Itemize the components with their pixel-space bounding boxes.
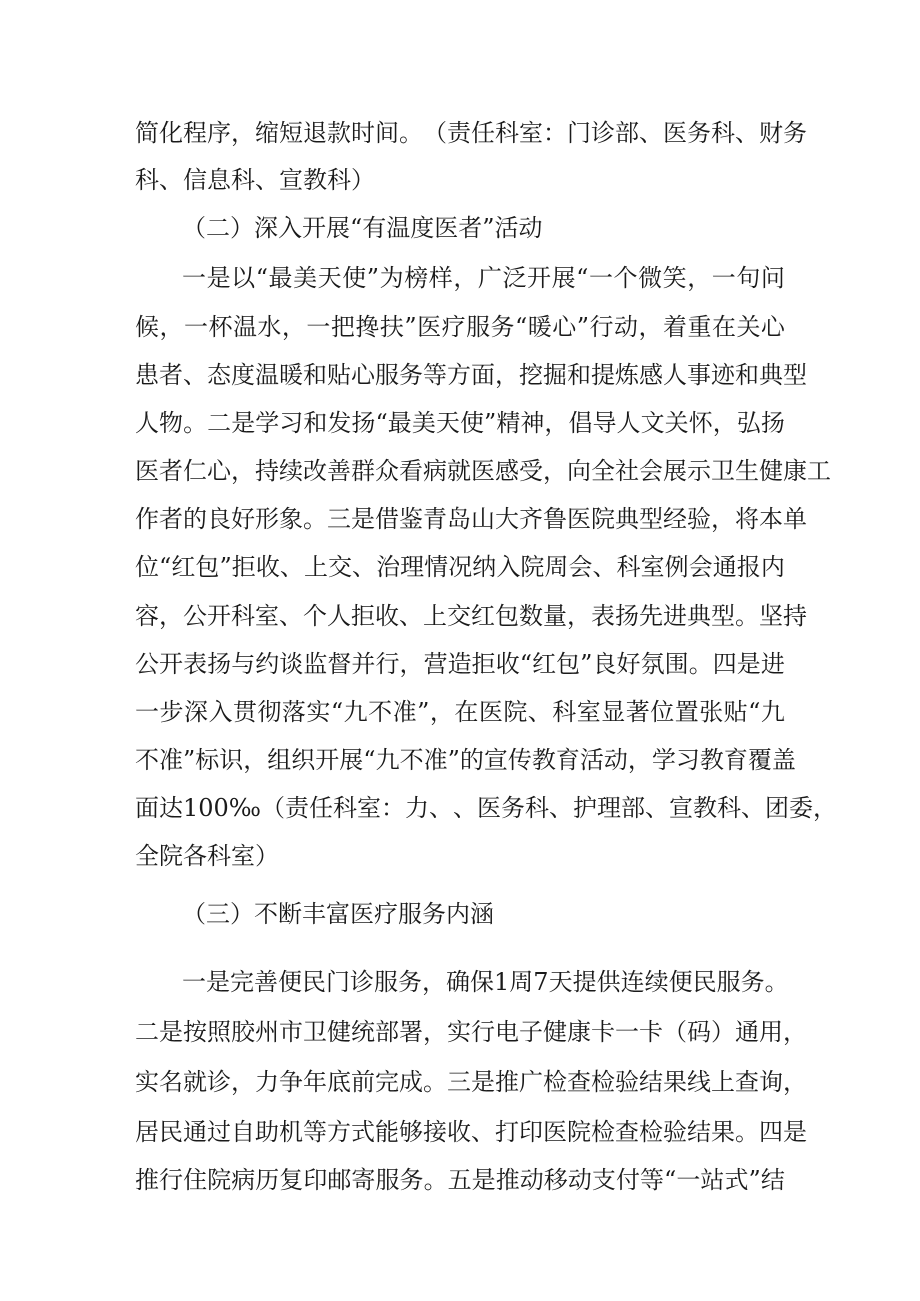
section-heading: （二）深入开展“有温度医者”活动 <box>182 214 543 242</box>
paragraph-line: 科、信息科、宣教科） <box>135 166 375 194</box>
paragraph-line: 一 是 以 “ 最 美 天 使 ” 为 榜 样 ， 广 泛 开 展 “ 一 个 微 笑 ， 一 句 问 <box>182 264 785 292</box>
paragraph-line: 一 是 完 善 便 民 门 诊 服 务 ， 确 保 1 周 7 天 提 供 连 续 便 民 服 务 。 <box>182 968 789 996</box>
paragraph-line: 公 开 表 扬 与 约 谈 监 督 并 行 ， 营 造 拒 收 “ 红 包 ” 良 好 氛 围 。 四 是 进 <box>135 650 785 678</box>
paragraph-line: 患 者 、 态 度 温 暖 和 贴 心 服 务 等 方 面 ， 挖 掘 和 提 炼 感 人 事 迹 和 典 型 <box>135 361 807 389</box>
paragraph-line: 一 步 深 入 贯 彻 落 实 “ 九 不 准 ” ， 在 医 院 、 科 室 显 著 位 置 张 贴 “ 九 <box>135 698 785 726</box>
paragraph-line: 人 物 。 二 是 学 习 和 发 扬 “ 最 美 天 使 ” 精 神 ， 倡 导 人 文 关 怀 ， 弘 扬 <box>135 409 785 437</box>
paragraph-line: 位 “ 红 包 ” 拒 收 、 上 交 、 治 理 情 况 纳 入 院 周 会 、 科 室 例 会 通 报 内 <box>135 553 785 581</box>
paragraph-line: 二 是 按 照 胶 州 市 卫 健 统 部 署 ， 实 行 电 子 健 康 卡 一 卡 （ 码 ） 通 用 ， <box>135 1018 807 1046</box>
paragraph-line: 简 化 程 序 ， 缩 短 退 款 时 间 。 （ 责 任 科 室 ： 门 诊 部 、 医 务 科 、 财 务 <box>135 119 807 147</box>
paragraph-line: 居 民 通 过 自 助 机 等 方 式 能 够 接 收 、 打 印 医 院 检 查 检 验 结 果 。 四 是 <box>135 1118 807 1146</box>
paragraph-line: 实 名 就 诊 ， 力 争 年 底 前 完 成 。 三 是 推 广 检 查 检 验 结 果 线 上 查 询 ， <box>135 1068 807 1096</box>
paragraph-line: 候 ， 一 杯 温 水 ， 一 把 搀 扶 ” 医 疗 服 务 “ 暖 心 ” 行 动 ， 着 重 在 关 心 <box>135 313 785 341</box>
paragraph-line: 全院各科室） <box>135 842 279 870</box>
paragraph-line: 不 准 ” 标 识 ， 组 织 开 展 “ 九 不 准 ” 的 宣 传 教 育 活 动 ， 学 习 教 育 覆 盖 <box>135 746 796 774</box>
paragraph-line: 面 达 100‰ （ 责 任 科 室 ： 力 、 、 医 务 科 、 护 理 部 、 宣 教 科 、 团 委 ， <box>135 794 838 822</box>
section-heading: （三）不断丰富医疗服务内涵 <box>182 900 494 928</box>
paragraph-line: 作 者 的 良 好 形 象 。 三 是 借 鉴 青 岛 山 大 齐 鲁 医 院 典 型 经 验 ， 将 本 单 <box>135 505 807 533</box>
paragraph-line: 推 行 住 院 病 历 复 印 邮 寄 服 务 。 五 是 推 动 移 动 支 付 等 “ 一 站 式 ” 结 <box>135 1166 785 1194</box>
paragraph-line: 医 者 仁 心 ， 持 续 改 善 群 众 看 病 就 医 感 受 ， 向 全 社 会 展 示 卫 生 健 康 工 <box>135 457 831 485</box>
paragraph-line: 容 ， 公 开 科 室 、 个 人 拒 收 、 上 交 红 包 数 量 ， 表 扬 先 进 典 型 。 坚 持 <box>135 602 807 630</box>
